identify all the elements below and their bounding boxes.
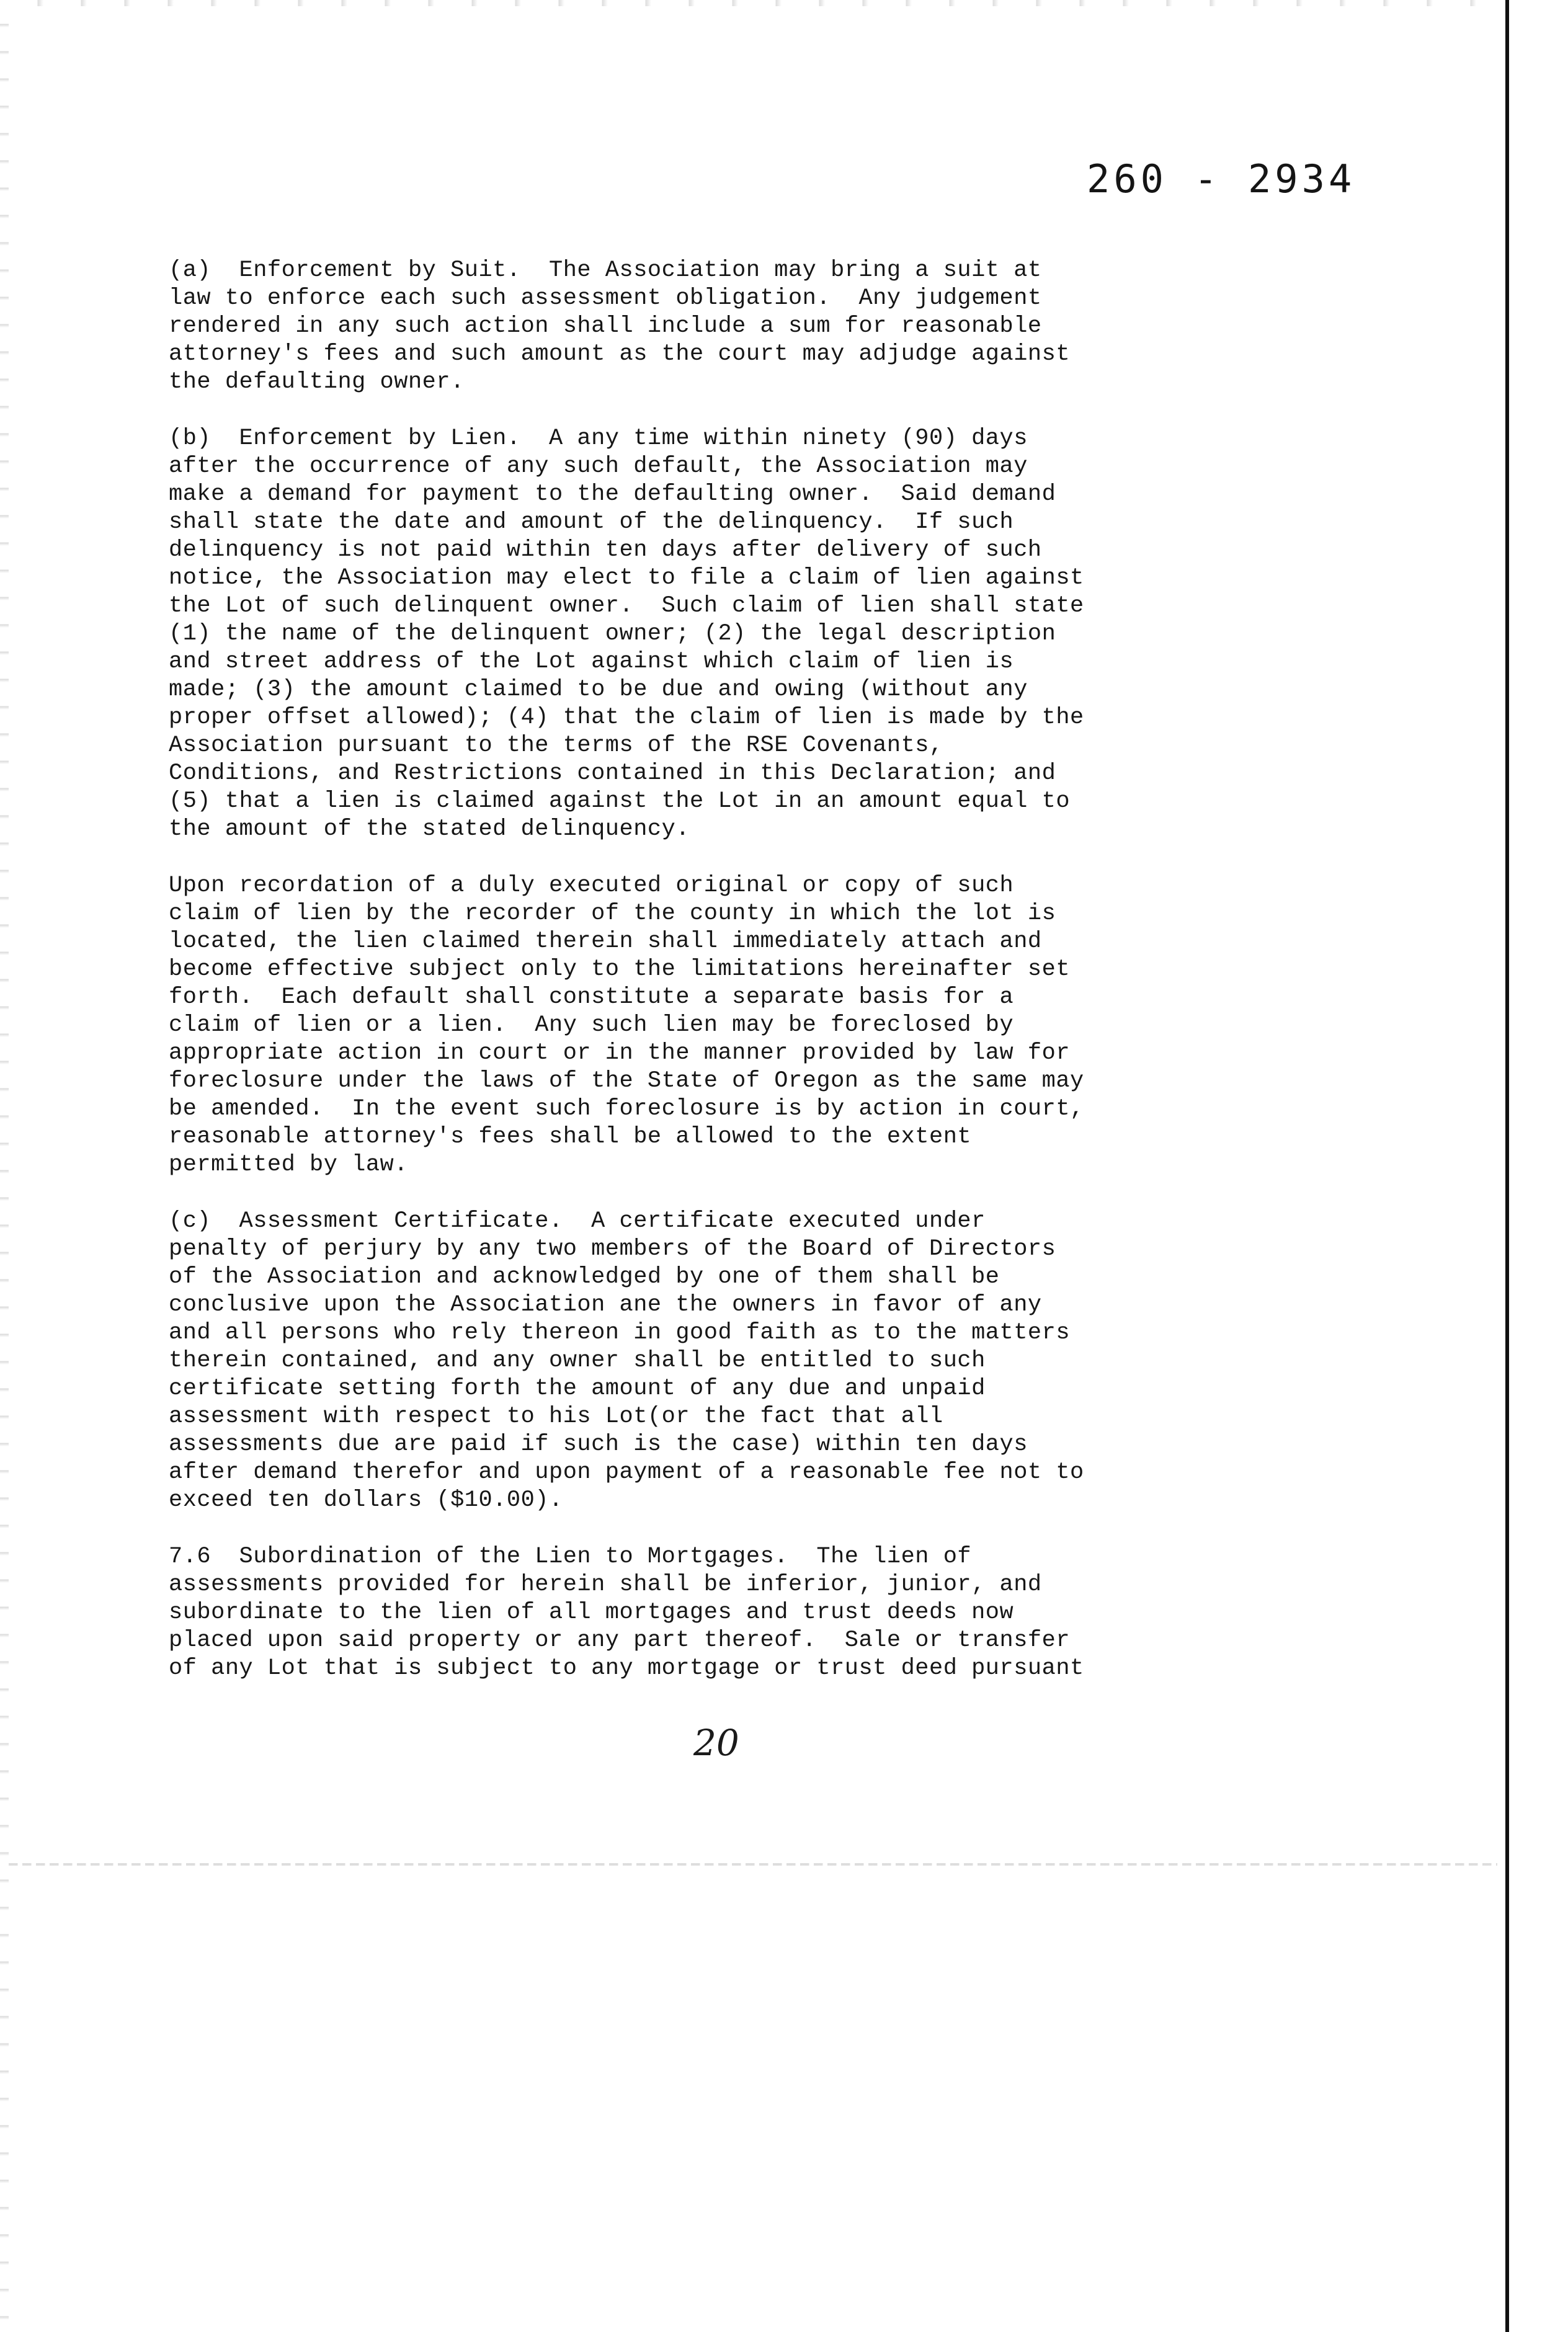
paragraph-upon-recordation: Upon recordation of a duly executed original or copy of such claim of lien by the recorder of the county in which the lot is located, the lien claimed therein shall immediately attach and become effective subject only to the limitations hereinafter set forth. Each default shall constitute a separate basis for a claim of lien or a lien. Any such lien may be foreclosed by appropriate action in court or in the manner provided by law for foreclosure under the laws of the State of Oregon as the same may be amended. In the event such foreclosure is by action in court, reasonable attorney's fees shall be allowed to the extent permitted by law. [169,873,1084,1178]
document-body [169,257,1273,1711]
docket-number: 260 - 2934 [1087,156,1356,202]
scan-fold-line [9,1863,1497,1866]
scan-noise-left-edge [0,0,9,2332]
paragraph-enforcement-by-lien: (b) Enforcement by Lien. A any time within ninety (90) days after the occurrence of any such default, the Association may make a demand for payment to the defaulting owner. Said demand shall state the date and amount of the delinquency. If such delinquency is not paid within ten days after delivery of such notice, the Association may elect to file a claim of lien against the Lot of such delinquent owner. Such claim of lien shall state (1) the name of the delinquent owner; (2) the legal description and street address of the Lot against which claim of lien is made; (3) the amount claimed to be due and owing (without any proper offset allowed); (4) that the claim of lien is made by the Association pursuant to the terms of the RSE Covenants, Conditions, and Restrictions contained in this Declaration; and (5) that a lien is claimed against the Lot in an amount equal to the amount of the stated delinquency. [169,425,1084,842]
page-number: 20 [693,1722,739,1764]
paragraph-enforcement-by-suit: (a) Enforcement by Suit. The Association may bring a suit at law to enforce each such assessment obligation. Any judgement rendered in any such action shall include a sum for reasonable attorney's fees and such amount as the court may adjudge against the defaulting owner. [169,257,1071,395]
scan-noise-top [0,0,1501,6]
scan-page-edge-line [1505,0,1509,2332]
paragraph-subordination: 7.6 Subordination of the Lien to Mortgages. The lien of assessments provided for herein shall be inferior, junior, and subordinate to the lien of all mortgages and trust deeds now placed upon said property or any part thereof. Sale or transfer of any Lot that is subject to any mortgage or trust deed pursuant [169,1544,1084,1681]
paragraph-assessment-certificate: (c) Assessment Certificate. A certificate executed under penalty of perjury by any two members of the Board of Directors of the Association and acknowledged by one of them shall be conclusive upon the Association ane the owners in favor of any and all persons who rely thereon in good faith as to the matters therein contained, and any owner shall be entitled to such certificate setting forth the amount of any due and unpaid assessment with respect to his Lot(or the fact that all assessments due are paid if such is the case) within ten days after demand therefor and upon payment of a reasonable fee not to exceed ten dollars ($10.00). [169,1208,1084,1513]
